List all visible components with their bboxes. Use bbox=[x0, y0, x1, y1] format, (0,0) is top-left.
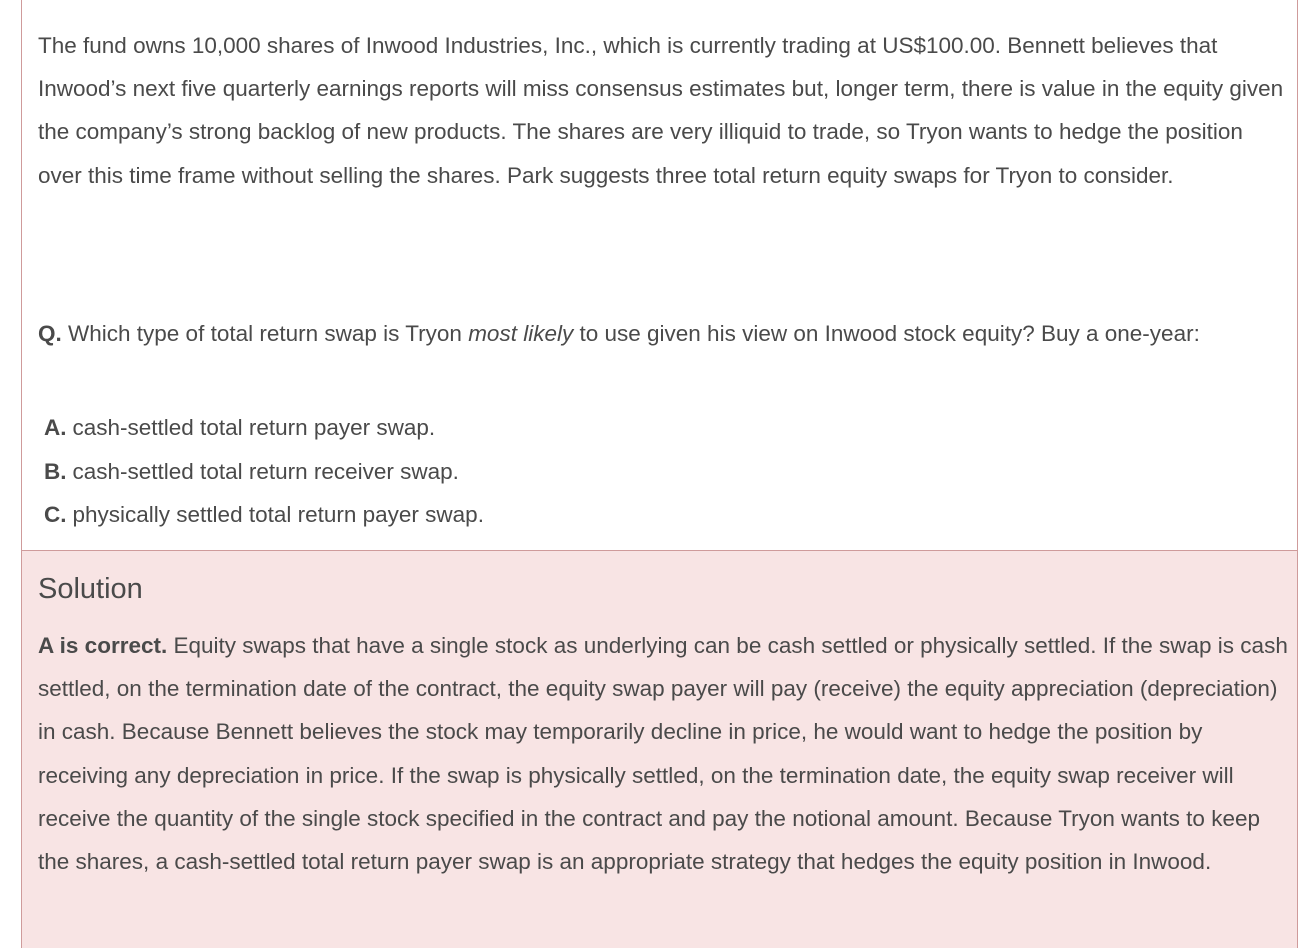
option-text: physically settled total return payer swap. bbox=[72, 502, 484, 527]
question-text-before: Which type of total return swap is Tryon bbox=[61, 321, 469, 346]
solution-panel bbox=[21, 550, 1298, 948]
correct-answer-label: A is correct. bbox=[38, 633, 168, 658]
option-letter: A. bbox=[44, 415, 67, 440]
question-text-after: to use given his view on Inwood stock equity? Buy a one-year: bbox=[573, 321, 1200, 346]
question-stem bbox=[38, 312, 1293, 355]
option-text: cash-settled total return payer swap. bbox=[72, 415, 436, 440]
solution-title: Solution bbox=[38, 573, 143, 605]
solution-text bbox=[38, 624, 1288, 883]
option-text: cash-settled total return receiver swap. bbox=[72, 458, 459, 484]
solution-explanation: Equity swaps that have a single stock as underlying can be cash settled or physically settled. If the swap is cash settled, on the termination date of the contract, the equity swap payer will pay (receive) the equity appreciation (depreciation) in cash. Because Bennett believes the stock may temporarily decline in price, he would want to hedge the position by receiving any depreciation in price. If the swap is physically settled, on the termination date, the equity swap receiver will receive the quantity of the single stock specified in the contract and pay the notional amount. Because Tryon wants to keep the shares, a cash-settled total return payer swap is an appropriate strategy that hedges the equity position in Inwood. bbox=[38, 633, 1288, 875]
option-letter: B. bbox=[44, 458, 67, 484]
option-letter: C. bbox=[44, 502, 67, 527]
question-panel bbox=[21, 0, 1298, 550]
option-a[interactable] bbox=[44, 406, 484, 450]
question-label: Q. bbox=[38, 321, 62, 346]
vignette-text: The fund owns 10,000 shares of Inwood Industries, Inc., which is currently trading at US$100.00. Bennett believes that Inwood’s next five quarterly earnings reports will miss consensus estimates but, longer term, there is value in the equity given the company’s strong backlog of new products. The shares are very illiquid to trade, so Tryon wants to hedge the position over this time frame without selling the shares. Park suggests three total return equity swaps for Tryon to consider. bbox=[38, 33, 1284, 188]
option-c[interactable] bbox=[44, 493, 484, 537]
answer-options bbox=[44, 406, 484, 537]
option-b[interactable] bbox=[44, 450, 484, 494]
question-emphasis: most likely bbox=[468, 321, 574, 346]
